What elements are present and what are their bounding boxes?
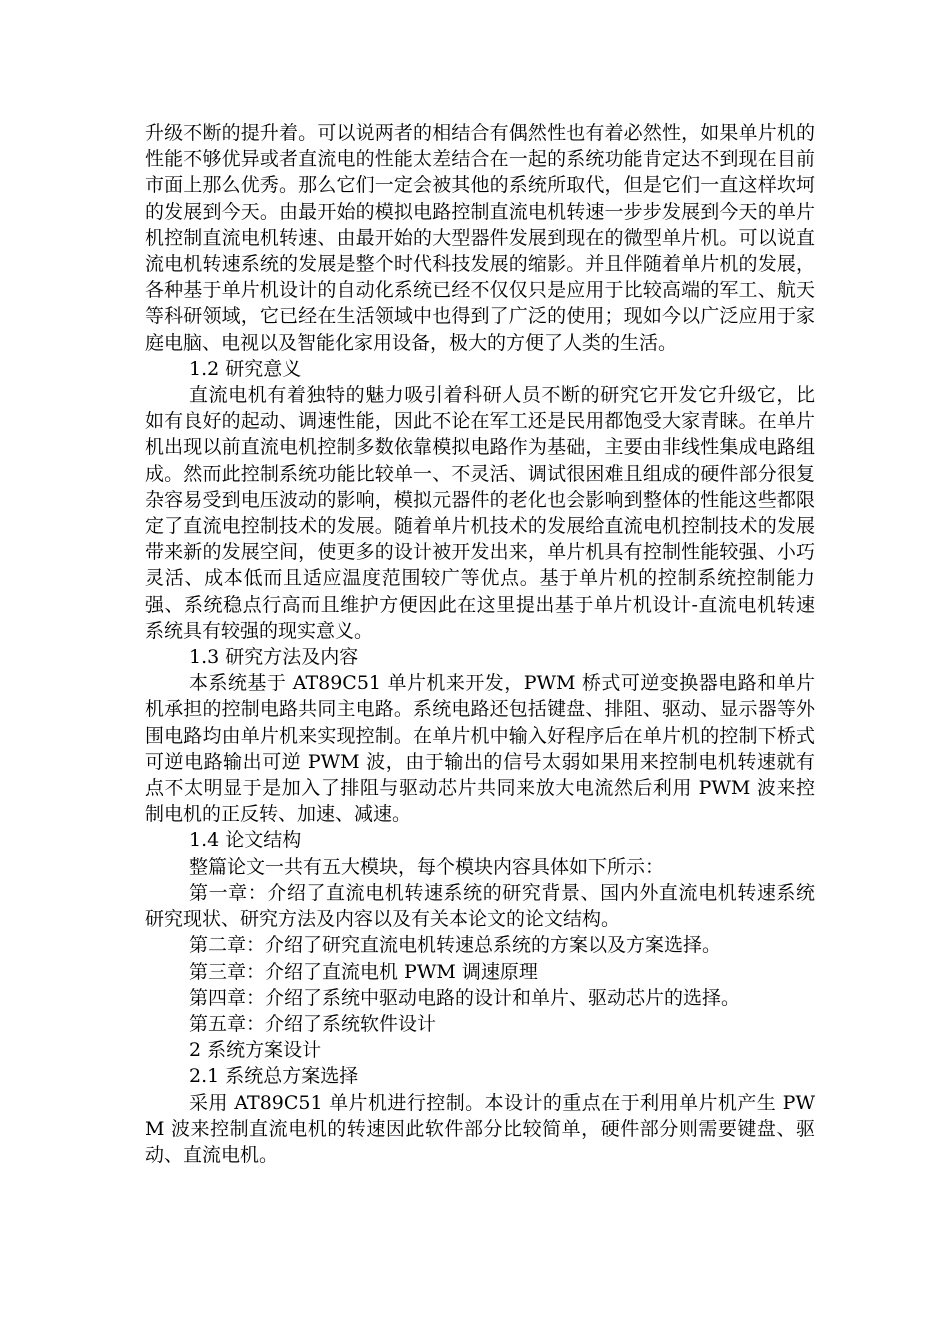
section-heading-2-1: 2.1 系统总方案选择 — [189, 1065, 359, 1088]
chapter-5-summary: 第五章：介绍了系统软件设计 — [189, 1012, 437, 1035]
paragraph-thesis-structure-intro: 整篇论文一共有五大模块，每个模块内容具体如下所示： — [189, 855, 665, 878]
paragraph-research-method: 本系统基于 AT89C51 单片机来开发，PWM 桥式可逆变换器电路和单片机承担的控制电路共同主电路。系统电路还包括键盘、排阻、驱动、显示器等外围电路均由单片机来实现控制。在单片机中输入好程序后在单片机的控制下桥式可逆电路输出可逆 PWM 波，由于输出的信号太弱如果用来控制电机转速就有点不太明显于是加入了排阻与驱动芯片共同来放大电流然后利用 PWM 波来控制电机的正反转、加速、减速。 — [145, 672, 815, 826]
paragraph-research-significance: 直流电机有着独特的魅力吸引着科研人员不断的研究它开发它升级它，比如有良好的起动、调速性能，因此不论在军工还是民用都饱受大家青睐。在单片机出现以前直流电机控制多数依靠模拟电路作为基础，主要由非线性集成电路组成。然而此控制系统功能比较单一、不灵活、调试很困难且组成的硬件部分很复杂容易受到电压波动的影响，模拟元器件的老化也会影响到整体的性能这些都限定了直流电控制技术的发展。随着单片机技术的发展给直流电机控制技术的发展带来新的发展空间，使更多的设计被开发出来，单片机具有控制性能较强、小巧灵活、成本低而且适应温度范围较广等优点。基于单片机的控制系统控制能力强、系统稳点行高而且维护方便因此在这里提出基于单片机设计-直流电机转速系统具有较强的现实意义。 — [145, 384, 815, 642]
document-body — [145, 120, 815, 1168]
paragraph-overall-scheme: 采用 AT89C51 单片机进行控制。本设计的重点在于利用单片机产生 PWM 波来控制直流电机的转速因此软件部分比较简单，硬件部分则需要键盘、驱动、直流电机。 — [145, 1091, 815, 1166]
section-heading-2: 2 系统方案设计 — [189, 1039, 322, 1062]
chapter-3-summary: 第三章：介绍了直流电机 PWM 调速原理 — [189, 960, 538, 983]
section-heading-1-3: 1.3 研究方法及内容 — [189, 646, 359, 669]
chapter-1-summary: 第一章：介绍了直流电机转速系统的研究背景、国内外直流电机转速系统研究现状、研究方法及内容以及有关本论文的论文结构。 — [145, 881, 815, 931]
section-heading-1-4: 1.4 论文结构 — [189, 829, 302, 852]
chapter-2-summary: 第二章：介绍了研究直流电机转速总系统的方案以及方案选择。 — [189, 934, 722, 957]
section-heading-1-2: 1.2 研究意义 — [189, 357, 302, 380]
chapter-4-summary: 第四章：介绍了系统中驱动电路的设计和单片、驱动芯片的选择。 — [189, 986, 741, 1009]
paragraph-background-continued: 升级不断的提升着。可以说两者的相结合有偶然性也有着必然性，如果单片机的性能不够优异或者直流电的性能太差结合在一起的系统功能肯定达不到现在目前市面上那么优秀。那么它们一定会被其他的系统所取代，但是它们一直这样坎坷的发展到今天。由最开始的模拟电路控制直流电机转速一步步发展到今天的单片机控制直流电机转速、由最开始的大型器件发展到现在的微型单片机。可以说直流电机转速系统的发展是整个时代科技发展的缩影。并且伴随着单片机的发展，各种基于单片机设计的自动化系统已经不仅仅只是应用于比较高端的军工、航天等科研领域，它已经在生活领域中也得到了广泛的使用；现如今以广泛应用于家庭电脑、电视以及智能化家用设备，极大的方便了人类的生活。 — [145, 122, 815, 354]
